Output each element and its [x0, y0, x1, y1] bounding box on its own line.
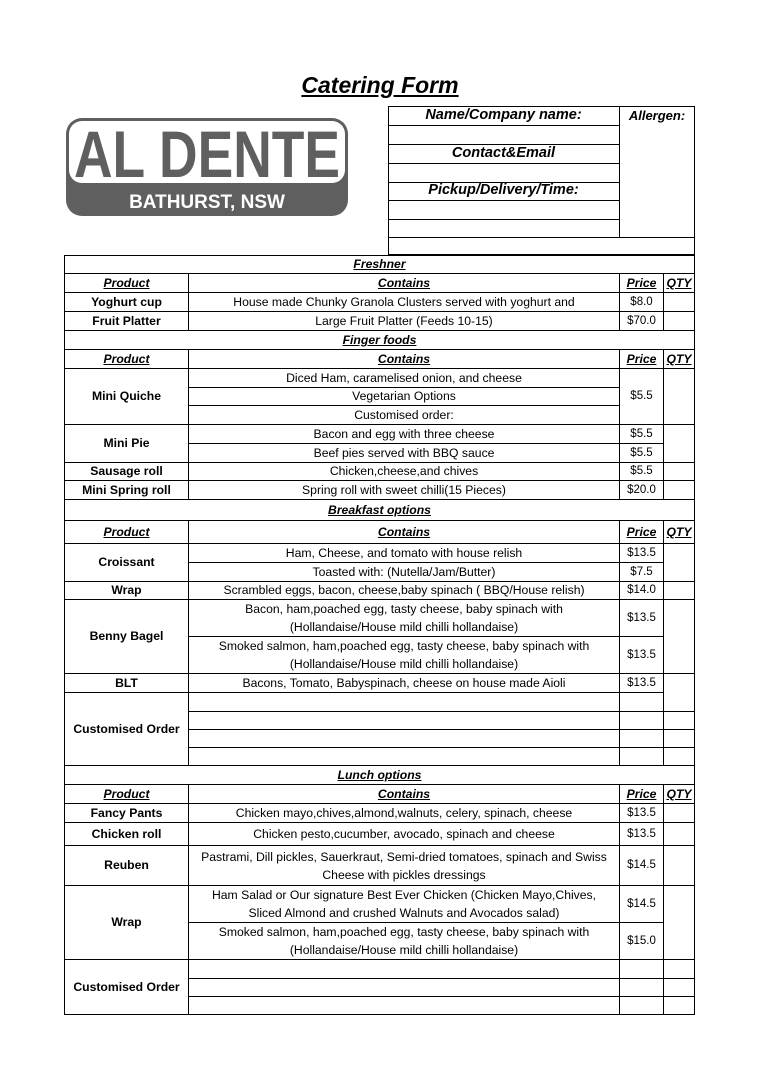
custom-price-cell[interactable]: [620, 730, 664, 748]
item-contains: Large Fruit Platter (Feeds 10-15): [189, 312, 620, 331]
custom-price-cell[interactable]: [620, 748, 664, 766]
product-name: Sausage roll: [65, 463, 189, 481]
qty-cell[interactable]: [664, 481, 695, 500]
table-row: [65, 674, 695, 693]
qty-cell[interactable]: [664, 674, 695, 712]
table-row: [65, 481, 695, 500]
allergen-label: Allergen:: [628, 108, 686, 123]
product-name: Croissant: [65, 544, 189, 582]
contains-line: Ham Salad or Our signature Best Ever Chicken (Chicken Mayo,Chives,: [211, 888, 597, 902]
section-finger-foods: Finger foods: [65, 331, 695, 350]
logo-location: BATHURST, NSW: [129, 192, 285, 213]
custom-price-cell[interactable]: [620, 979, 664, 997]
item-price: $13.5: [620, 544, 664, 563]
custom-order-line[interactable]: [189, 712, 620, 730]
item-price: $14.0: [620, 582, 664, 600]
qty-cell[interactable]: [664, 979, 695, 997]
table-row: [65, 804, 695, 823]
section-freshner: Freshner: [65, 256, 695, 274]
item-contains: Chicken,cheese,and chives: [189, 463, 620, 481]
qty-cell[interactable]: [664, 712, 695, 730]
item-contains: Ham, Cheese, and tomato with house relish: [189, 544, 620, 563]
qty-cell[interactable]: [664, 312, 695, 331]
item-contains: Spring roll with sweet chilli(15 Pieces): [189, 481, 620, 500]
header-contains: Contains: [189, 350, 620, 369]
header-product: Product: [65, 785, 189, 804]
item-contains: Beef pies served with BBQ sauce: [189, 444, 620, 463]
item-price: $5.5: [620, 463, 664, 481]
item-price: $20.0: [620, 481, 664, 500]
header-contains: Contains: [189, 785, 620, 804]
qty-cell[interactable]: [664, 846, 695, 886]
item-contains: Chicken mayo,chives,almond,walnuts, celery, spinach, cheese: [189, 804, 620, 823]
section-breakfast: Breakfast options: [65, 500, 695, 521]
item-price: $15.0: [620, 923, 664, 960]
contains-line: Pastrami, Dill pickles, Sauerkraut, Semi-dried tomatoes, spinach and Swiss: [201, 849, 607, 864]
table-row: [65, 293, 695, 312]
contains-line: Cheese with pickles dressings: [322, 867, 486, 882]
contains-line: Bacon, ham,poached egg, tasty cheese, baby spinach with: [245, 602, 563, 616]
product-name: Benny Bagel: [65, 600, 189, 674]
product-name: Chicken roll: [65, 823, 189, 846]
qty-cell[interactable]: [664, 997, 695, 1015]
item-price: $13.5: [620, 600, 664, 637]
product-name: Customised Order: [65, 693, 189, 766]
qty-cell[interactable]: [664, 886, 695, 960]
product-name: Reuben: [65, 846, 189, 886]
contact-label: Contact&Email: [451, 145, 556, 161]
custom-order-line[interactable]: [189, 997, 620, 1015]
customer-info-box: [388, 106, 695, 255]
logo-name: AL DENTE: [74, 117, 340, 191]
table-row: [65, 846, 695, 886]
item-price: $5.5: [620, 369, 664, 425]
custom-price-cell[interactable]: [620, 960, 664, 979]
product-name: BLT: [65, 674, 189, 693]
product-name: Mini Quiche: [65, 369, 189, 425]
item-price: $13.5: [620, 637, 664, 674]
item-contains: [189, 886, 620, 923]
qty-cell[interactable]: [664, 582, 695, 600]
pickup-label: Pickup/Delivery/Time:: [428, 182, 579, 198]
custom-order-line[interactable]: [189, 693, 620, 712]
header-contains: Contains: [189, 274, 620, 293]
header-price: Price: [620, 274, 664, 293]
table-row: [65, 823, 695, 846]
order-table: [64, 255, 695, 1015]
table-row: [65, 582, 695, 600]
qty-cell[interactable]: [664, 600, 695, 674]
table-row: [65, 425, 695, 444]
qty-cell[interactable]: [664, 748, 695, 766]
custom-price-cell[interactable]: [620, 712, 664, 730]
item-contains: [189, 637, 620, 674]
item-contains: [189, 600, 620, 637]
custom-order-line[interactable]: [189, 979, 620, 997]
page-title: Catering Form: [301, 72, 459, 98]
qty-cell[interactable]: [664, 425, 695, 463]
item-contains: Vegetarian Options: [189, 388, 620, 406]
custom-price-cell[interactable]: [620, 997, 664, 1015]
qty-cell[interactable]: [664, 463, 695, 481]
item-price: $13.5: [620, 674, 664, 693]
product-name: Fruit Platter: [65, 312, 189, 331]
header-price: Price: [620, 785, 664, 804]
header-price: Price: [620, 521, 664, 544]
header-product: Product: [65, 521, 189, 544]
item-contains: Bacons, Tomato, Babyspinach, cheese on house made Aioli: [189, 674, 620, 693]
table-row: [65, 600, 695, 637]
item-price: $70.0: [620, 312, 664, 331]
header-qty: QTY: [664, 521, 695, 544]
custom-order-line[interactable]: [189, 960, 620, 979]
item-contains: Scrambled eggs, bacon, cheese,baby spinach ( BBQ/House relish): [189, 582, 620, 600]
product-name: Wrap: [65, 886, 189, 960]
custom-order-line[interactable]: [189, 748, 620, 766]
qty-cell[interactable]: [664, 293, 695, 312]
qty-cell[interactable]: [664, 369, 695, 425]
item-price: $7.5: [620, 563, 664, 582]
product-name: Fancy Pants: [65, 804, 189, 823]
name-label: Name/Company name:: [425, 107, 582, 123]
al-dente-logo: [66, 118, 348, 216]
contains-line: (Hollandaise/House mild chilli hollandaise): [289, 620, 519, 634]
qty-cell[interactable]: [664, 730, 695, 748]
table-row: [65, 693, 695, 712]
item-contains: Toasted with: (Nutella/Jam/Butter): [189, 563, 620, 582]
table-row: [65, 960, 695, 979]
item-price: $13.5: [620, 823, 664, 846]
qty-cell[interactable]: [664, 960, 695, 979]
product-name: Yoghurt cup: [65, 293, 189, 312]
item-price: $5.5: [620, 425, 664, 444]
product-name: Mini Pie: [65, 425, 189, 463]
contains-line: (Hollandaise/House mild chilli hollandaise): [289, 657, 519, 671]
header-qty: QTY: [664, 785, 695, 804]
item-price: $8.0: [620, 293, 664, 312]
table-row: [65, 886, 695, 923]
table-row: [65, 463, 695, 481]
item-price: $5.5: [620, 444, 664, 463]
header-qty: QTY: [664, 274, 695, 293]
item-contains: Bacon and egg with three cheese: [189, 425, 620, 444]
custom-order-line[interactable]: [189, 730, 620, 748]
contains-line: Smoked salmon, ham,poached egg, tasty cheese, baby spinach with: [218, 639, 590, 653]
qty-cell[interactable]: [664, 544, 695, 582]
item-contains: [189, 923, 620, 960]
item-price: $14.5: [620, 886, 664, 923]
header-price: Price: [620, 350, 664, 369]
header-product: Product: [65, 274, 189, 293]
custom-price-cell[interactable]: [620, 693, 664, 712]
table-row: [65, 544, 695, 563]
item-contains: Customised order:: [189, 406, 620, 425]
table-row: [65, 369, 695, 388]
contains-line: Smoked salmon, ham,poached egg, tasty cheese, baby spinach with: [218, 925, 590, 939]
item-contains: Diced Ham, caramelised onion, and cheese: [189, 369, 620, 388]
item-contains: House made Chunky Granola Clusters served with yoghurt and: [189, 293, 620, 312]
header-qty: QTY: [664, 350, 695, 369]
header-product: Product: [65, 350, 189, 369]
qty-cell[interactable]: [664, 823, 695, 846]
qty-cell[interactable]: [664, 804, 695, 823]
item-price: $14.5: [620, 846, 664, 886]
table-row: [65, 312, 695, 331]
header-contains: Contains: [189, 521, 620, 544]
product-name: Wrap: [65, 582, 189, 600]
product-name: Mini Spring roll: [65, 481, 189, 500]
contains-line: Sliced Almond and crushed Walnuts and Avocados salad): [248, 906, 560, 920]
item-contains: Chicken pesto,cucumber, avocado, spinach and cheese: [189, 823, 620, 846]
section-lunch: Lunch options: [65, 766, 695, 785]
product-name: Customised Order: [65, 960, 189, 1015]
item-contains: [189, 846, 620, 886]
item-price: $13.5: [620, 804, 664, 823]
contains-line: (Hollandaise/House mild chilli hollandaise): [289, 943, 519, 957]
